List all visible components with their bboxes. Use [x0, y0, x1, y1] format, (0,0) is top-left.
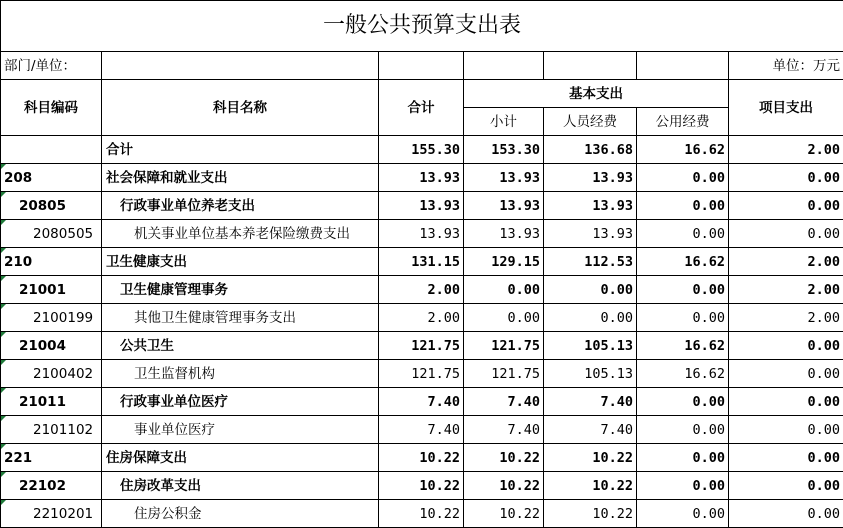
code-cell[interactable] [1, 192, 102, 220]
code-text: 210 [4, 253, 33, 270]
cell-comment-marker-icon [1, 304, 6, 309]
total-cell[interactable]: 7.40 [379, 416, 464, 444]
code-cell[interactable] [1, 220, 102, 248]
unit-label-cell[interactable]: 单位：万元 [729, 52, 843, 80]
personnel-cell[interactable]: 13.93 [544, 192, 637, 220]
subtotal-cell[interactable]: 13.93 [464, 164, 544, 192]
subtotal-cell[interactable]: 129.15 [464, 248, 544, 276]
code-text: 208 [4, 169, 33, 186]
header-total[interactable]: 合计 [379, 80, 464, 136]
public-cell[interactable]: 0.00 [637, 416, 729, 444]
name-cell[interactable]: 卫生健康管理事务 [102, 276, 379, 304]
code-text: 20805 [19, 197, 66, 214]
cell-comment-marker-icon [1, 444, 6, 449]
code-cell[interactable] [1, 276, 102, 304]
personnel-cell[interactable]: 105.13 [544, 360, 637, 388]
project-cell[interactable]: 0.00 [729, 360, 843, 388]
name-cell[interactable]: 行政事业单位养老支出 [102, 192, 379, 220]
code-cell[interactable] [1, 472, 102, 500]
code-text: 21004 [19, 337, 66, 354]
project-cell[interactable]: 0.00 [729, 388, 843, 416]
cell-comment-marker-icon [1, 360, 6, 365]
name-cell[interactable]: 住房保障支出 [102, 444, 379, 472]
public-cell[interactable]: 0.00 [637, 192, 729, 220]
personnel-cell[interactable]: 7.40 [544, 388, 637, 416]
name-cell[interactable]: 社会保障和就业支出 [102, 164, 379, 192]
table-row [1, 500, 843, 528]
name-cell[interactable]: 机关事业单位基本养老保险缴费支出 [102, 220, 379, 248]
table-row [1, 164, 843, 192]
total-cell[interactable]: 13.93 [379, 220, 464, 248]
personnel-cell[interactable]: 105.13 [544, 332, 637, 360]
public-cell[interactable]: 16.62 [637, 248, 729, 276]
personnel-cell[interactable]: 136.68 [544, 136, 637, 164]
public-cell[interactable]: 0.00 [637, 500, 729, 528]
subtotal-cell[interactable]: 10.22 [464, 444, 544, 472]
blank-cell[interactable] [544, 52, 637, 80]
total-cell[interactable]: 13.93 [379, 192, 464, 220]
personnel-cell[interactable]: 13.93 [544, 164, 637, 192]
table-row [1, 304, 843, 332]
code-cell[interactable] [1, 360, 102, 388]
personnel-cell[interactable]: 10.22 [544, 444, 637, 472]
name-cell[interactable]: 事业单位医疗 [102, 416, 379, 444]
code-cell[interactable] [1, 164, 102, 192]
project-cell[interactable]: 2.00 [729, 276, 843, 304]
total-cell[interactable]: 2.00 [379, 304, 464, 332]
code-text: 21001 [19, 281, 66, 298]
cell-comment-marker-icon [1, 220, 6, 225]
subtotal-cell[interactable]: 7.40 [464, 416, 544, 444]
total-cell[interactable]: 131.15 [379, 248, 464, 276]
subtotal-cell[interactable]: 121.75 [464, 332, 544, 360]
code-cell[interactable] [1, 416, 102, 444]
personnel-cell[interactable]: 0.00 [544, 276, 637, 304]
project-cell[interactable]: 0.00 [729, 164, 843, 192]
code-cell[interactable] [1, 500, 102, 528]
personnel-cell[interactable]: 7.40 [544, 416, 637, 444]
page-title[interactable]: 一般公共预算支出表 [1, 1, 843, 52]
public-cell[interactable]: 0.00 [637, 164, 729, 192]
table-row [1, 192, 843, 220]
public-cell[interactable]: 0.00 [637, 220, 729, 248]
name-cell[interactable]: 其他卫生健康管理事务支出 [102, 304, 379, 332]
public-cell[interactable]: 16.62 [637, 332, 729, 360]
personnel-cell[interactable]: 10.22 [544, 500, 637, 528]
table-row [1, 332, 843, 360]
personnel-cell[interactable]: 112.53 [544, 248, 637, 276]
project-cell[interactable]: 0.00 [729, 416, 843, 444]
cell-comment-marker-icon [1, 416, 6, 421]
public-cell[interactable]: 0.00 [637, 444, 729, 472]
code-text: 2210201 [33, 505, 94, 522]
public-cell[interactable]: 0.00 [637, 388, 729, 416]
table-row [1, 388, 843, 416]
public-cell[interactable]: 16.62 [637, 136, 729, 164]
table-row [1, 360, 843, 388]
code-text: 2101102 [33, 421, 94, 438]
header-project[interactable]: 项目支出 [729, 80, 843, 136]
header-personnel[interactable]: 人员经费 [544, 108, 637, 136]
cell-comment-marker-icon [1, 500, 6, 505]
project-cell[interactable]: 0.00 [729, 444, 843, 472]
subtotal-cell[interactable]: 10.22 [464, 472, 544, 500]
code-cell[interactable] [1, 248, 102, 276]
total-cell[interactable]: 121.75 [379, 360, 464, 388]
subtotal-cell[interactable]: 13.93 [464, 220, 544, 248]
blank-cell[interactable] [379, 52, 464, 80]
total-cell[interactable]: 155.30 [379, 136, 464, 164]
header-name[interactable]: 科目名称 [102, 80, 379, 136]
cell-comment-marker-icon [1, 388, 6, 393]
subtotal-cell[interactable]: 13.93 [464, 192, 544, 220]
public-cell[interactable]: 16.62 [637, 360, 729, 388]
header-public[interactable]: 公用经费 [637, 108, 729, 136]
subtotal-cell[interactable]: 10.22 [464, 500, 544, 528]
name-cell[interactable]: 住房改革支出 [102, 472, 379, 500]
cell-comment-marker-icon [1, 164, 6, 169]
subtotal-cell[interactable]: 7.40 [464, 388, 544, 416]
subtotal-cell[interactable]: 0.00 [464, 304, 544, 332]
total-cell[interactable]: 2.00 [379, 276, 464, 304]
code-text: 2080505 [33, 225, 94, 242]
subtotal-cell[interactable]: 153.30 [464, 136, 544, 164]
project-cell[interactable]: 0.00 [729, 472, 843, 500]
cell-comment-marker-icon [1, 276, 6, 281]
name-cell[interactable]: 卫生监督机构 [102, 360, 379, 388]
total-cell[interactable]: 10.22 [379, 444, 464, 472]
total-cell[interactable]: 10.22 [379, 500, 464, 528]
header-subtotal[interactable]: 小计 [464, 108, 544, 136]
project-cell[interactable]: 0.00 [729, 220, 843, 248]
personnel-cell[interactable]: 13.93 [544, 220, 637, 248]
table-row [1, 444, 843, 472]
cell-comment-marker-icon [1, 332, 6, 337]
code-text: 2100199 [33, 309, 94, 326]
code-text: 21011 [19, 393, 66, 410]
table-row [1, 276, 843, 304]
blank-cell[interactable] [464, 52, 544, 80]
table-row [1, 472, 843, 500]
table-row [1, 136, 843, 164]
blank-cell[interactable] [637, 52, 729, 80]
total-cell[interactable]: 121.75 [379, 332, 464, 360]
project-cell[interactable]: 2.00 [729, 136, 843, 164]
project-cell[interactable]: 0.00 [729, 192, 843, 220]
subtotal-cell[interactable]: 121.75 [464, 360, 544, 388]
total-cell[interactable]: 13.93 [379, 164, 464, 192]
code-text: 22102 [19, 477, 66, 494]
project-cell[interactable]: 2.00 [729, 304, 843, 332]
header-basic[interactable]: 基本支出 [464, 80, 729, 108]
name-cell[interactable]: 合计 [102, 136, 379, 164]
table-row [1, 248, 843, 276]
cell-comment-marker-icon [1, 472, 6, 477]
project-cell[interactable]: 0.00 [729, 500, 843, 528]
name-cell[interactable]: 公共卫生 [102, 332, 379, 360]
cell-comment-marker-icon [1, 248, 6, 253]
personnel-cell[interactable]: 10.22 [544, 472, 637, 500]
name-cell[interactable]: 住房公积金 [102, 500, 379, 528]
dept-label-cell[interactable]: 部门/单位： [1, 52, 102, 80]
code-cell[interactable] [1, 388, 102, 416]
name-cell[interactable]: 行政事业单位医疗 [102, 388, 379, 416]
public-cell[interactable]: 0.00 [637, 276, 729, 304]
code-cell[interactable] [1, 332, 102, 360]
subtotal-cell[interactable]: 0.00 [464, 276, 544, 304]
code-text: 221 [4, 449, 33, 466]
personnel-cell[interactable]: 0.00 [544, 304, 637, 332]
public-cell[interactable]: 0.00 [637, 304, 729, 332]
public-cell[interactable]: 0.00 [637, 472, 729, 500]
code-cell[interactable] [1, 136, 102, 164]
table-row [1, 416, 843, 444]
project-cell[interactable]: 0.00 [729, 332, 843, 360]
project-cell[interactable]: 2.00 [729, 248, 843, 276]
code-cell[interactable] [1, 304, 102, 332]
dept-value-cell[interactable] [102, 52, 379, 80]
total-cell[interactable]: 10.22 [379, 472, 464, 500]
code-text: 2100402 [33, 365, 94, 382]
code-cell[interactable] [1, 444, 102, 472]
name-cell[interactable]: 卫生健康支出 [102, 248, 379, 276]
total-cell[interactable]: 7.40 [379, 388, 464, 416]
header-code[interactable]: 科目编码 [1, 80, 102, 136]
cell-comment-marker-icon [1, 192, 6, 197]
table-row [1, 220, 843, 248]
